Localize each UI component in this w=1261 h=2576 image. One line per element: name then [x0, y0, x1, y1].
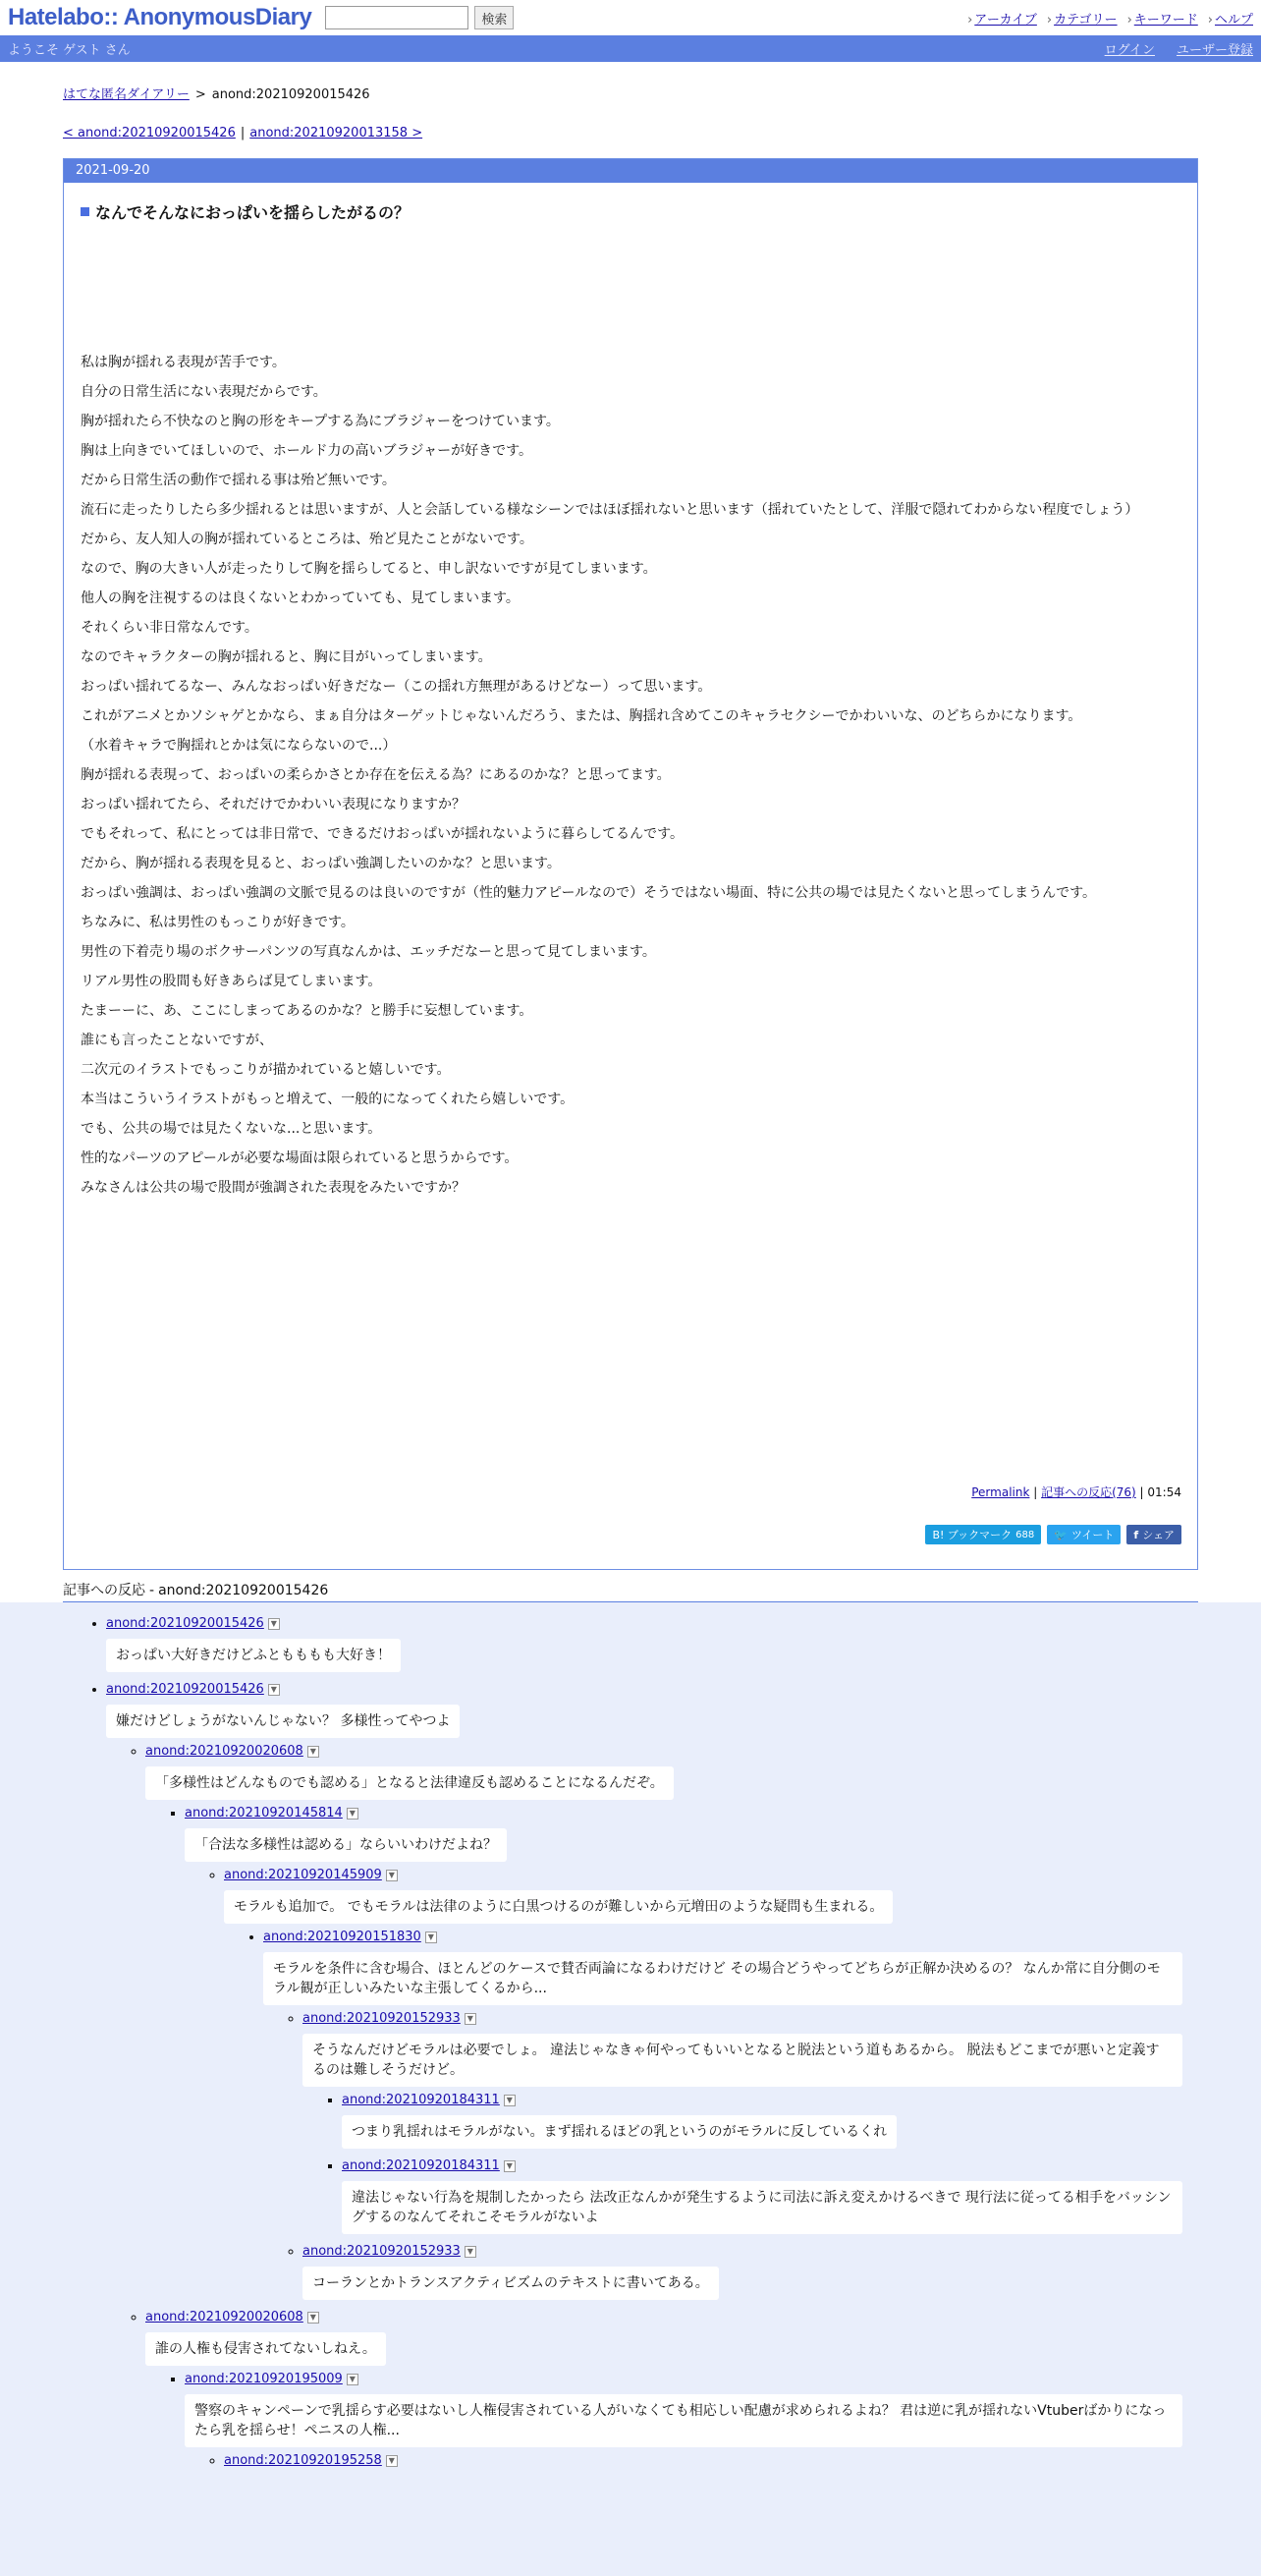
reaction-item: [263, 1930, 1182, 2300]
reaction-list: [145, 2372, 1182, 2468]
reaction-text: つまり乳揺れはモラルがない。まず揺れるほどの乳というのがモラルに反しているくれ: [342, 2115, 897, 2149]
prev-entry-link[interactable]: < anond:20210920015426: [63, 126, 236, 140]
nav-category-link[interactable]: › カテゴリー: [1047, 9, 1118, 28]
reaction-item: [185, 2372, 1182, 2468]
entry-date: 2021-09-20: [64, 159, 1197, 183]
hatena-bookmark-count: 688: [1015, 1529, 1035, 1540]
hatena-bookmark-label: B! ブックマーク: [932, 1529, 1013, 1541]
entry-line: ちなみに、私は男性のもっこりが好きです。: [81, 915, 355, 930]
entry-line: 二次元のイラストでもっこりが描かれていると嬉しいです。: [81, 1062, 451, 1078]
nav-help-link[interactable]: › ヘルプ: [1208, 9, 1253, 28]
reactions-heading-label: 記事への反応: [63, 1583, 145, 1598]
entry-line: それくらい非日常なんです。: [81, 620, 258, 636]
reaction-link[interactable]: anond:20210920152933: [302, 2011, 461, 2026]
chevron-down-icon[interactable]: ▼: [465, 2013, 476, 2025]
reaction-link[interactable]: anond:20210920020608: [145, 1744, 303, 1759]
entry-line: でも、公共の場では見たくないな...と思います。: [81, 1121, 382, 1137]
entry-line: （水着キャラで胸揺れとかは気にならないので...）: [81, 738, 397, 754]
breadcrumb-root-link[interactable]: はてな匿名ダイアリー: [63, 87, 190, 102]
top-bar: [0, 0, 1261, 35]
entry-line: 胸が揺れる表現って、おっぱいの柔らかさとか存在を伝える為？にあるのかな？と思ってます。: [81, 767, 671, 783]
chevron-down-icon[interactable]: ▼: [307, 2312, 319, 2324]
reaction-text: モラルを条件に含む場合、ほとんどのケースで賛否両論になるわけだけど その場合どうやってどちらが正解か決めるの？ なんか常に自分側のモラル観が正しいみたいな主張してくるから...: [263, 1952, 1182, 2005]
reaction-list: [145, 1806, 1182, 2300]
entry-title: [81, 200, 1197, 223]
reaction-list: [106, 1744, 1182, 2468]
facebook-icon: f: [1133, 1528, 1139, 1541]
reaction-link[interactable]: anond:20210920145909: [224, 1868, 382, 1882]
reaction-text: 嫌だけどしょうがないんじゃない？ 多様性ってやつよ: [106, 1705, 460, 1738]
reaction-link[interactable]: anond:20210920195009: [185, 2372, 343, 2386]
chevron-down-icon[interactable]: ▼: [386, 1870, 398, 1881]
entry-line: これがアニメとかソシャゲとかなら、まぁ自分はターゲットじゃないんだろう、または、胸揺れ含めてこのキャラセクシーでかわいいな、のどちらかになります。: [81, 708, 1082, 724]
chevron-down-icon[interactable]: ▼: [347, 2374, 358, 2385]
reaction-link[interactable]: anond:20210920145814: [185, 1806, 343, 1820]
chevron-down-icon[interactable]: ▼: [347, 1808, 358, 1820]
reaction-item: [106, 1682, 1182, 2468]
breadcrumb-separator: >: [194, 87, 206, 102]
twitter-bird-icon: 🐦: [1054, 1528, 1068, 1541]
share-label: シェア: [1142, 1529, 1175, 1541]
login-link[interactable]: ログイン: [1104, 43, 1155, 58]
reaction-text: コーランとかトランスアクティビズムのテキストに書いてある。: [302, 2267, 719, 2300]
entry-line: おっぱい揺れてたら、それだけでかわいい表現になりますか？: [81, 797, 466, 812]
pager-divider: |: [240, 126, 246, 140]
entry-line: なので、胸の大きい人が走ったりして胸を揺らしてると、申し訳ないですが見てしまいます。: [81, 561, 657, 577]
entry-line: 胸は上向きでいてほしいので、ホールド力の高いブラジャーが好きです。: [81, 443, 533, 459]
diary-entry: [63, 158, 1198, 1570]
reaction-link[interactable]: anond:20210920195258: [224, 2453, 382, 2468]
entry-time: 01:54: [1147, 1485, 1181, 1499]
reaction-link[interactable]: anond:20210920184311: [342, 2093, 500, 2107]
top-nav: [967, 9, 1253, 28]
chevron-down-icon[interactable]: ▼: [268, 1618, 280, 1630]
entry-line: おっぱい揺れてるなー、みんなおっぱい好きだなー（この揺れ方無理があるけどなー）って思います。: [81, 679, 712, 695]
chevron-down-icon[interactable]: ▼: [504, 2160, 516, 2172]
reaction-text: モラルも追加で。 でもモラルは法律のように白黒つけるのが難しいから元増田のような疑問も生まれる。: [224, 1890, 893, 1924]
entry-line: だから、胸が揺れる表現を見ると、おっぱい強調したいのかな？と思います。: [81, 856, 561, 871]
reaction-link[interactable]: anond:20210920015426: [106, 1682, 264, 1697]
reaction-item: [145, 1744, 1182, 2300]
user-bar: [0, 35, 1261, 62]
facebook-share-button[interactable]: [1126, 1525, 1181, 1544]
reaction-item: [342, 2158, 1182, 2234]
reactions-heading: [63, 1580, 1198, 1602]
reactions-heading-target: anond:20210920015426: [158, 1583, 329, 1598]
chevron-down-icon[interactable]: ▼: [268, 1684, 280, 1696]
entry-line: なのでキャラクターの胸が揺れると、胸に目がいってしまいます。: [81, 649, 492, 665]
tweet-button[interactable]: [1047, 1525, 1121, 1544]
reaction-link[interactable]: anond:20210920152933: [302, 2244, 461, 2259]
reaction-item: [106, 1616, 1182, 1672]
chevron-down-icon[interactable]: ▼: [386, 2455, 398, 2467]
chevron-down-icon[interactable]: ▼: [465, 2246, 476, 2258]
reactions-tree: [0, 1602, 1261, 2576]
entry-line: 私は胸が揺れる表現が苦手です。: [81, 355, 286, 370]
reaction-text: そうなんだけどモラルは必要でしょ。 違法じゃなきゃ何やってもいいとなると脱法という道もあるから。 脱法もどこまでが悪いと定義するのは難しそうだけど。: [302, 2034, 1182, 2087]
reaction-item: [302, 2011, 1182, 2234]
reactions-heading-dash: -: [149, 1583, 155, 1598]
reaction-text: 誰の人権も侵害されてないしねえ。: [145, 2332, 386, 2366]
entry-line: 流石に走ったりしたら多少揺れるとは思いますが、人と会話している様なシーンではほぼ揺れないと思います（揺れていたとして、洋服で隠れてわからない程度でしょう）: [81, 502, 1139, 518]
reaction-link[interactable]: anond:20210920184311: [342, 2158, 500, 2173]
entry-line: だから、友人知人の胸が揺れているところは、殆ど見たことがないです。: [81, 532, 533, 547]
reaction-item: [224, 2453, 1182, 2468]
reaction-link[interactable]: anond:20210920020608: [145, 2310, 303, 2324]
reaction-text: 「合法な多様性は認める」ならいいわけだよね？: [185, 1828, 507, 1862]
main-content: [0, 84, 1261, 2576]
chevron-down-icon[interactable]: ▼: [307, 1746, 319, 1758]
title-square-icon[interactable]: [81, 207, 89, 216]
search-button[interactable]: 検索: [474, 6, 514, 29]
entry-line: 自分の日常生活にない表現だからです。: [81, 384, 327, 400]
entry-line: たまーーに、あ、ここにしまってあるのかな？と勝手に妄想しています。: [81, 1003, 533, 1019]
reaction-text: 違法じゃない行為を規制したかったら 法改正なんかが発生するように司法に訴え変えかけるべきで 現行法に従ってる相手をバッシングするのなんてそれこそモラルがないよ: [342, 2181, 1182, 2234]
reaction-list: [0, 1616, 1182, 2468]
entry-pager: [63, 126, 1198, 140]
welcome-text: ようこそ ゲスト さん: [8, 43, 131, 58]
reaction-item: [302, 2244, 1182, 2300]
reaction-text: 警察のキャンペーンで乳揺らす必要はないし人権侵害されている人がいなくても相応しい配慮が求められるよね？ 君は逆に乳が揺れないVtuberばかりになったら乳を揺らせ！ペニスの人権...: [185, 2394, 1182, 2447]
share-buttons: [925, 1525, 1181, 1544]
entry-line: 胸が揺れたら不快なのと胸の形をキープする為にブラジャーをつけています。: [81, 414, 560, 429]
reaction-item: [224, 1868, 1182, 2300]
signup-link[interactable]: ユーザー登録: [1176, 43, 1253, 58]
hatena-bookmark-button[interactable]: [925, 1525, 1041, 1544]
next-entry-link[interactable]: anond:20210920013158 >: [249, 126, 423, 140]
entry-line: でもそれって、私にとっては非日常で、できるだけおっぱいが揺れないように暮らしてるんです。: [81, 826, 685, 842]
entry-line: だから日常生活の動作で揺れる事は殆ど無いです。: [81, 473, 396, 488]
entry-line: みなさんは公共の場で股間が強調された表現をみたいですか？: [81, 1180, 466, 1196]
reaction-text: 「多様性はどんなものでも認める」となると法律違反も認めることになるんだぞ。: [145, 1766, 674, 1800]
reaction-text: おっぱい大好きだけどふともももも大好き！: [106, 1639, 401, 1672]
entry-line: 本当はこういうイラストがもっと増えて、一般的になってくれたら嬉しいです。: [81, 1092, 575, 1107]
reaction-list: [185, 1868, 1182, 2300]
nav-keyword-link[interactable]: › キーワード: [1127, 9, 1198, 28]
entry-line: おっぱい強調は、おっぱい強調の文脈で見るのは良いのですが（性的魅力アピールなので）そうではない場面、特に公共の場では見たくないと思ってしまうんです。: [81, 885, 1097, 901]
tweet-label: ツイート: [1070, 1529, 1115, 1541]
site-logo[interactable]: Hatelabo:: AnonymousDiary: [8, 4, 312, 30]
entry-line: 男性の下着売り場のボクサーパンツの写真なんかは、エッチだなーと思って見てしまいます。: [81, 944, 656, 960]
entry-footer: Permalink | 記事への反応(76) | 01:54: [971, 1485, 1181, 1499]
reaction-item: [145, 2310, 1182, 2468]
entry-line: リアル男性の股間も好きあらば見てしまいます。: [81, 974, 382, 989]
reaction-link[interactable]: anond:20210920151830: [263, 1930, 421, 1944]
entry-body: [81, 348, 1176, 1203]
nav-archive-link[interactable]: › アーカイブ: [967, 9, 1037, 28]
chevron-down-icon[interactable]: ▼: [504, 2095, 516, 2106]
entry-line: 誰にも言ったことないですが、: [81, 1033, 273, 1048]
reaction-list: [263, 2011, 1182, 2300]
search-input[interactable]: [325, 6, 468, 29]
breadcrumb-current: anond:20210920015426: [211, 87, 370, 102]
reaction-list: [185, 2453, 1182, 2468]
reaction-list: [302, 2093, 1182, 2234]
entry-line: 性的なパーツのアピールが必要な場面は限られていると思うからです。: [81, 1150, 519, 1166]
reaction-item: [342, 2093, 1182, 2149]
reactions-count-link[interactable]: 記事への反応(76): [1041, 1485, 1136, 1499]
reaction-list: [224, 1930, 1182, 2300]
chevron-down-icon[interactable]: ▼: [425, 1932, 437, 1943]
entry-title-text: なんでそんなにおっぱいを揺らしたがるの？: [95, 203, 411, 222]
reaction-link[interactable]: anond:20210920015426: [106, 1616, 264, 1631]
reaction-item: [185, 1806, 1182, 2300]
entry-line: 他人の胸を注視するのは良くないとわかっていても、見てしまいます。: [81, 590, 520, 606]
permalink-link[interactable]: Permalink: [971, 1485, 1030, 1499]
breadcrumb: [63, 84, 1198, 102]
